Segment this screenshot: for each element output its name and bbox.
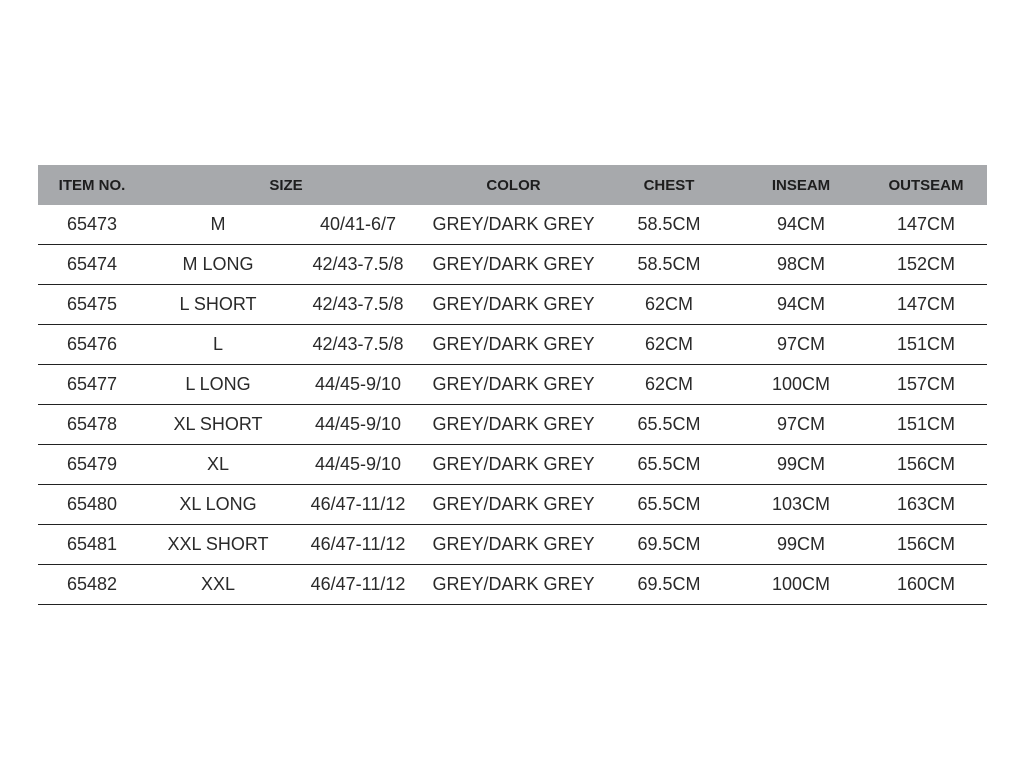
cell-inseam: 97CM xyxy=(776,334,825,354)
cell-size: L LONG xyxy=(185,374,251,394)
cell-outseam: 157CM xyxy=(896,374,956,394)
cell-item-no: 65474 xyxy=(66,254,118,274)
cell-item-no: 65473 xyxy=(66,214,118,234)
cell-item-no: 65477 xyxy=(66,374,118,394)
cell-size: M xyxy=(210,214,226,234)
cell-size: XXL SHORT xyxy=(167,534,269,554)
cell-item-no: 65480 xyxy=(66,494,118,514)
cell-inseam: 97CM xyxy=(776,414,825,434)
cell-chest: 62CM xyxy=(644,374,693,394)
cell-chest: 62CM xyxy=(644,294,693,314)
cell-color: GREY/DARK GREY xyxy=(432,374,595,394)
cell-size: XXL xyxy=(200,574,236,594)
header-color: COLOR xyxy=(486,176,541,194)
cell-size: XL xyxy=(206,454,230,474)
cell-size-code: 44/45-9/10 xyxy=(314,374,402,394)
cell-color: GREY/DARK GREY xyxy=(432,534,595,554)
cell-chest: 65.5CM xyxy=(637,454,701,474)
cell-chest: 65.5CM xyxy=(637,494,701,514)
cell-size-code: 42/43-7.5/8 xyxy=(312,294,404,314)
cell-outseam: 156CM xyxy=(896,534,956,554)
cell-inseam: 94CM xyxy=(776,214,825,234)
table-row xyxy=(38,485,987,525)
cell-inseam: 100CM xyxy=(771,574,831,594)
cell-item-no: 65476 xyxy=(66,334,118,354)
cell-color: GREY/DARK GREY xyxy=(432,254,595,274)
cell-chest: 69.5CM xyxy=(637,574,701,594)
cell-inseam: 99CM xyxy=(776,534,825,554)
size-chart-table xyxy=(38,165,987,605)
cell-size-code: 42/43-7.5/8 xyxy=(312,254,404,274)
cell-color: GREY/DARK GREY xyxy=(432,414,595,434)
cell-item-no: 65475 xyxy=(66,294,118,314)
cell-size-code: 44/45-9/10 xyxy=(314,414,402,434)
table-row xyxy=(38,565,987,605)
table-row xyxy=(38,405,987,445)
cell-inseam: 99CM xyxy=(776,454,825,474)
cell-outseam: 156CM xyxy=(896,454,956,474)
cell-size-code: 46/47-11/12 xyxy=(310,494,406,514)
cell-outseam: 160CM xyxy=(896,574,956,594)
cell-color: GREY/DARK GREY xyxy=(432,494,595,514)
cell-outseam: 163CM xyxy=(896,494,956,514)
cell-outseam: 147CM xyxy=(896,294,956,314)
cell-inseam: 100CM xyxy=(771,374,831,394)
cell-size-code: 46/47-11/12 xyxy=(310,534,406,554)
header-size: SIZE xyxy=(269,176,303,194)
table-row xyxy=(38,325,987,365)
header-outseam: OUTSEAM xyxy=(888,176,964,194)
table-body xyxy=(38,205,987,605)
table-row xyxy=(38,245,987,285)
cell-color: GREY/DARK GREY xyxy=(432,294,595,314)
cell-inseam: 98CM xyxy=(776,254,825,274)
cell-outseam: 151CM xyxy=(896,414,956,434)
cell-color: GREY/DARK GREY xyxy=(432,574,595,594)
table-row xyxy=(38,445,987,485)
header-chest: CHEST xyxy=(643,176,695,194)
cell-size-code: 42/43-7.5/8 xyxy=(312,334,404,354)
table-row xyxy=(38,365,987,405)
table-row xyxy=(38,285,987,325)
cell-size-code: 40/41-6/7 xyxy=(319,214,397,234)
cell-outseam: 151CM xyxy=(896,334,956,354)
cell-chest: 62CM xyxy=(644,334,693,354)
cell-item-no: 65479 xyxy=(66,454,118,474)
cell-chest: 58.5CM xyxy=(637,254,701,274)
cell-outseam: 152CM xyxy=(896,254,956,274)
cell-inseam: 94CM xyxy=(776,294,825,314)
cell-chest: 69.5CM xyxy=(637,534,701,554)
table-row xyxy=(38,525,987,565)
table-row xyxy=(38,205,987,245)
cell-item-no: 65481 xyxy=(66,534,118,554)
cell-size-code: 44/45-9/10 xyxy=(314,454,402,474)
header-inseam: INSEAM xyxy=(771,176,831,194)
cell-chest: 65.5CM xyxy=(637,414,701,434)
cell-item-no: 65478 xyxy=(66,414,118,434)
table-header xyxy=(38,165,987,205)
cell-outseam: 147CM xyxy=(896,214,956,234)
cell-color: GREY/DARK GREY xyxy=(432,214,595,234)
cell-size: XL SHORT xyxy=(173,414,263,434)
header-item-no: ITEM NO. xyxy=(58,176,126,194)
cell-color: GREY/DARK GREY xyxy=(432,454,595,474)
cell-size: XL LONG xyxy=(179,494,257,514)
cell-size: M LONG xyxy=(182,254,254,274)
cell-item-no: 65482 xyxy=(66,574,118,594)
cell-size-code: 46/47-11/12 xyxy=(310,574,406,594)
cell-color: GREY/DARK GREY xyxy=(432,334,595,354)
cell-size: L SHORT xyxy=(179,294,257,314)
cell-chest: 58.5CM xyxy=(637,214,701,234)
cell-inseam: 103CM xyxy=(771,494,831,514)
cell-size: L xyxy=(212,334,223,354)
